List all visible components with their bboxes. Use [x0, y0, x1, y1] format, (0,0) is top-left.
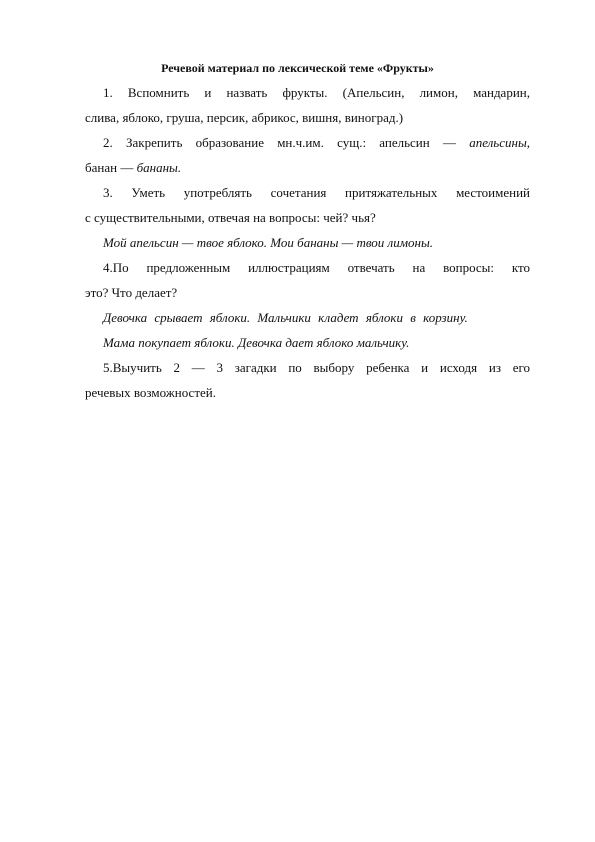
document-title: Речевой материал по лексической теме «Фрукты» — [161, 61, 434, 75]
item-4-example-1: Девочка срывает яблоки. Мальчики кладет яблоки в корзину. — [103, 310, 468, 325]
item-4-line-1: 4.По предложенным иллюстрациям отвечать на вопросы: кто — [103, 260, 530, 275]
item-5-line-2: речевых возможностей. — [85, 385, 216, 400]
item-1-line-1: 1. Вспомнить и назвать фрукты. (Апельсин, лимон, мандарин, — [103, 85, 530, 100]
item-2-line-1-italic: апельсины, — [469, 135, 530, 150]
item-2-line-2-text: банан — — [85, 160, 137, 175]
item-5-line-1: 5.Выучить 2 — 3 загадки по выбору ребенка и исходя из его — [103, 360, 530, 375]
item-4-line-2: это? Что делает? — [85, 285, 178, 300]
document-body — [85, 80, 530, 405]
item-2-line-2 — [85, 155, 530, 180]
item-3-line-1: 3. Уметь употреблять сочетания притяжательных местоимений — [103, 185, 530, 200]
item-2-line-1-text: 2. Закрепить образование мн.ч.им. сущ.: апельсин — — [103, 135, 470, 150]
item-3-line-2: с существительными, отвечая на вопросы: чей? чья? — [85, 210, 376, 225]
item-1-line-2: слива, яблоко, груша, персик, абрикос, вишня, виноград.) — [85, 110, 404, 125]
item-2-line-2-italic: бананы. — [136, 160, 182, 175]
item-3-example: Мой апельсин — твое яблоко. Мои бананы — твои лимоны. — [103, 235, 434, 250]
item-2-line-1 — [85, 130, 530, 155]
item-4-example-2: Мама покупает яблоки. Девочка дает яблоко мальчику. — [103, 335, 410, 350]
